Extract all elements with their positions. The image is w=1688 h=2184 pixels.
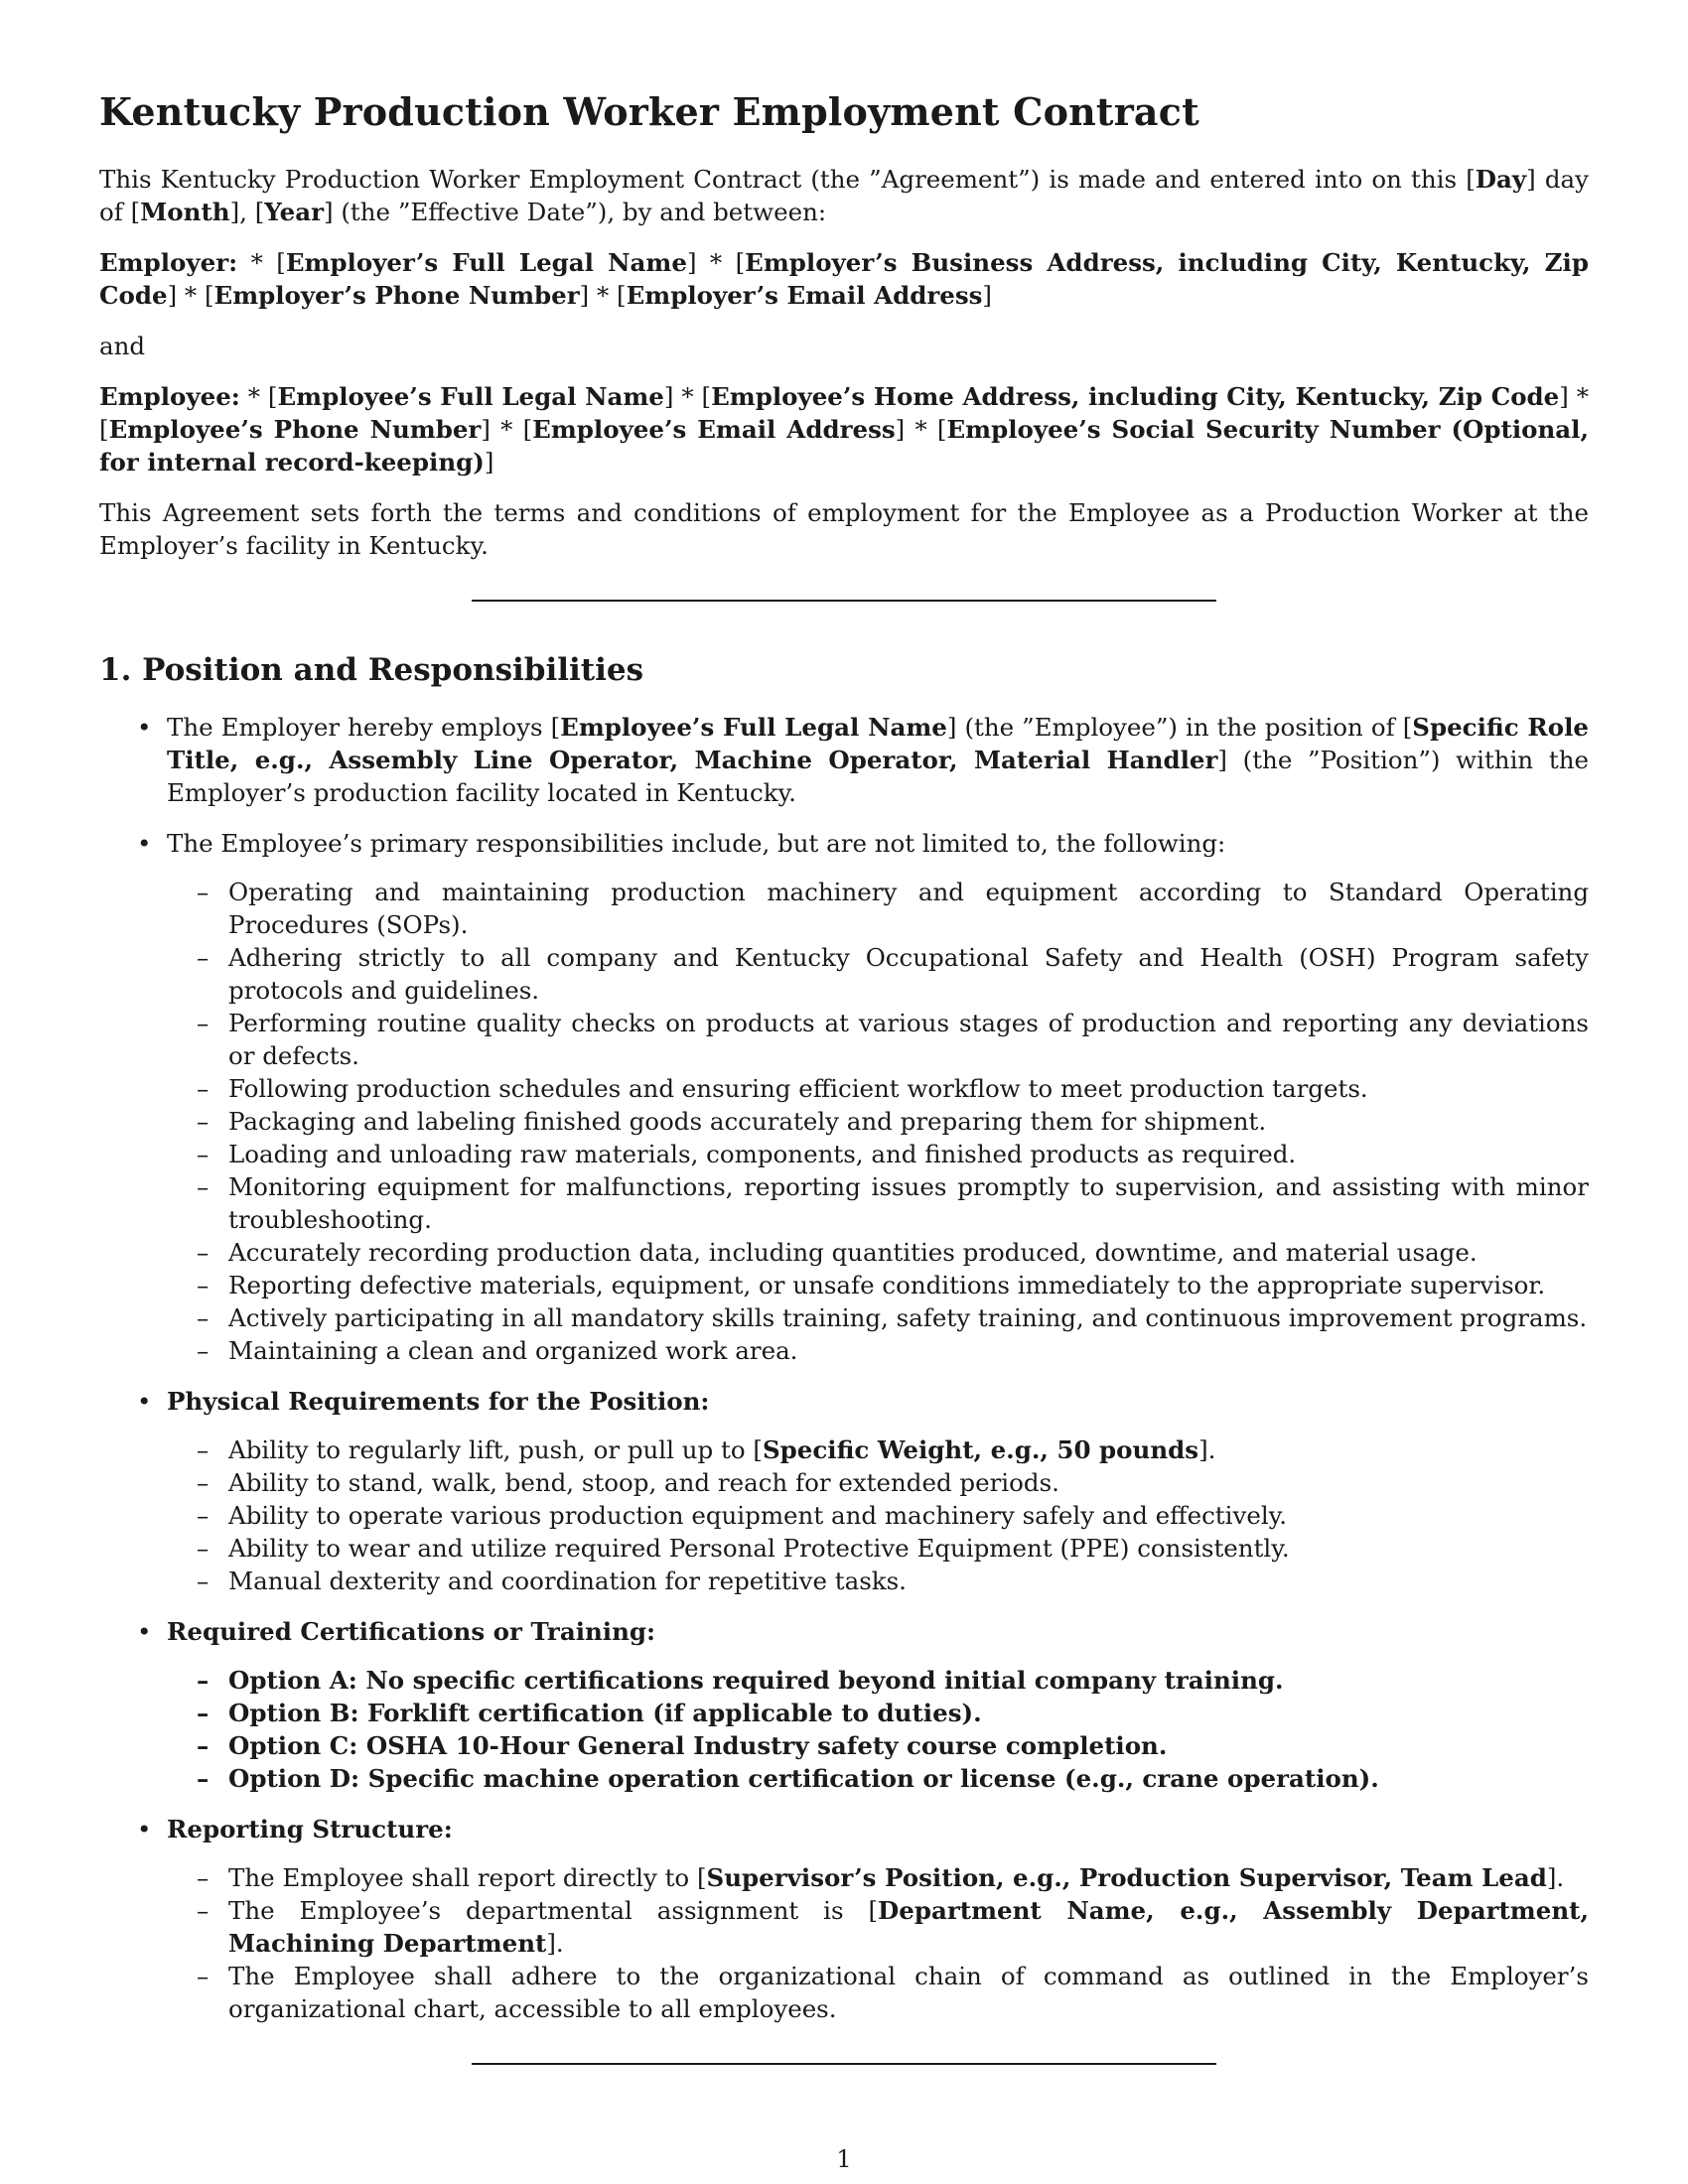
- list-item: • The Employee’s primary responsibilities include, but are not limited to, the following: – Operating and maintaining production machinery and equipment according to Standard Operating Procedures (SOPs). – Adhering strictly to all company and Kentucky Occupational Safety and Health (OSH) Program safety protocols and guidelines. – Performing routine quality checks on products at various stages of production and reporting any deviations or defects. – Following production schedules and ensuring efficient workflow to meet production targets. – Packaging and labeling finished goods accurately and preparing them for shipment. – Loading and unloading raw materials, components, and finished products as required. – Monitoring equipment for malfunctions, reporting issues promptly to supervision, and assisting with minor troubleshooting. – Accurately recording production data, including quantities produced, downtime, and material usage. – Reporting defective materials, equipment, or unsafe conditions immediately to the appropriate supervisor. – Actively participating in all mandatory skills training, safety training, and continuous improvement programs. – Maintaining a clean and organized work area.: [137, 829, 1589, 1365]
- and-text: and: [99, 332, 146, 360]
- list-item: [99, 1385, 1589, 1597]
- weight-placeholder: Specific Weight, e.g., 50 pounds: [762, 1435, 1199, 1464]
- employee-address-placeholder: Employee’s Home Address, including City, Kentucky, Zip Code: [711, 382, 1560, 411]
- page-number: 1: [836, 2145, 852, 2173]
- bullet-icon: •: [137, 1617, 152, 1646]
- employer-block: Employer: * [Employer’s Full Legal Name] * [Employer’s Business Address, including City, Kentucky, Zip Code] * [Employer’s Phone Number] * [Employer’s Email Address]: [99, 248, 1589, 310]
- responsibility-item: – Maintaining a clean and organized work area.: [197, 1336, 798, 1365]
- responsibility-item: – Adhering strictly to all company and Kentucky Occupational Safety and Health (OSH) Program safety protocols and guidelines.: [197, 943, 1589, 1005]
- terms-paragraph: This Agreement sets forth the terms and conditions of employment for the Employee as a Production Worker at the Employer’s facility in Kentucky.: [99, 498, 1589, 560]
- employee-label: Employee:: [99, 382, 240, 411]
- day-placeholder: Day: [1475, 165, 1527, 194]
- responsibility-item: – Packaging and labeling finished goods accurately and preparing them for shipment.: [197, 1107, 1267, 1136]
- physical-requirements-list: [167, 1433, 1589, 1597]
- certification-option: – Option A: No specific certifications required beyond initial company training.: [197, 1666, 1284, 1695]
- reporting-item: – The Employee shall adhere to the organizational chain of command as outlined in the Employer’s organizational chart, accessible to all employees.: [197, 1962, 1589, 2023]
- employee-email-placeholder: Employee’s Email Address: [532, 415, 896, 444]
- employer-phone-placeholder: Employer’s Phone Number: [213, 281, 580, 310]
- requirement-item: – Ability to stand, walk, bend, stoop, and reach for extended periods.: [197, 1468, 1059, 1497]
- employer-address-placeholder: Employer’s Business Address, including City, Kentucky, Zip Code: [99, 248, 1589, 310]
- year-placeholder: Year: [264, 198, 325, 226]
- requirement-item: – Ability to wear and utilize required Personal Protective Equipment (PPE) consistently.: [197, 1534, 1290, 1563]
- bullet-icon: •: [137, 713, 152, 742]
- bullet-icon: •: [137, 829, 152, 858]
- responsibilities-list: [167, 876, 1589, 1367]
- horizontal-divider: [472, 2063, 1216, 2065]
- document-body: [99, 87, 1589, 2065]
- responsibility-item: – Reporting defective materials, equipment, or unsafe conditions immediately to the appropriate supervisor.: [197, 1271, 1546, 1299]
- bullet-icon: •: [137, 1387, 152, 1416]
- reporting-item: – The Employee’s departmental assignment is [Department Name, e.g., Assembly Department, Machining Department].: [197, 1896, 1589, 1958]
- certifications-list: [167, 1664, 1589, 1795]
- employee-name-placeholder: Employee’s Full Legal Name: [277, 382, 664, 411]
- certification-option: – Option C: OSHA 10-Hour General Industry safety course completion.: [197, 1731, 1168, 1760]
- responsibility-item: – Performing routine quality checks on products at various stages of production and reporting any deviations or defects.: [197, 1009, 1589, 1070]
- department-placeholder: Department Name, e.g., Assembly Department, Machining Department: [228, 1896, 1589, 1958]
- responsibility-item: – Operating and maintaining production machinery and equipment according to Standard Operating Procedures (SOPs).: [197, 878, 1589, 939]
- requirement-item: – Ability to regularly lift, push, or pull up to [Specific Weight, e.g., 50 pounds].: [197, 1435, 1216, 1464]
- month-placeholder: Month: [140, 198, 230, 226]
- responsibility-item: – Accurately recording production data, including quantities produced, downtime, and material usage.: [197, 1238, 1477, 1267]
- certifications-heading: Required Certifications or Training:: [167, 1617, 656, 1646]
- employee-ssn-placeholder: Employee’s Social Security Number (Optional, for internal record-keeping): [99, 415, 1589, 477]
- physical-requirements-heading: Physical Requirements for the Position:: [167, 1387, 710, 1416]
- document-title: Kentucky Production Worker Employment Contract: [99, 89, 1199, 134]
- reporting-list: [167, 1861, 1589, 2025]
- responsibility-item: – Loading and unloading raw materials, components, and finished products as required.: [197, 1140, 1297, 1168]
- employer-label: Employer:: [99, 248, 238, 277]
- requirement-item: – Ability to operate various production equipment and machinery safely and effectively.: [197, 1501, 1288, 1530]
- responsibility-item: – Monitoring equipment for malfunctions, reporting issues promptly to supervision, and assisting with minor troubleshooting.: [197, 1172, 1589, 1234]
- employer-name-placeholder: Employer’s Full Legal Name: [285, 248, 687, 277]
- responsibility-item: – Following production schedules and ensuring efficient workflow to meet production targets.: [197, 1074, 1368, 1103]
- list-item: • The Employer hereby employs [Employee’s Full Legal Name] (the ”Employee”) in the position of [Specific Role Title, e.g., Assembly Line Operator, Machine Operator, Material Handler] (the ”Position”) within the Employer’s production facility located in Kentucky.: [137, 713, 1589, 807]
- bullet-icon: •: [137, 1815, 152, 1843]
- responsibility-item: – Actively participating in all mandatory skills training, safety training, and continuous improvement programs.: [197, 1303, 1588, 1332]
- list-item: [99, 1615, 1589, 1795]
- employer-email-placeholder: Employer’s Email Address: [626, 281, 983, 310]
- list-item: [99, 1813, 1589, 2025]
- reporting-structure-heading: Reporting Structure:: [167, 1815, 453, 1843]
- reporting-item: – The Employee shall report directly to [Supervisor’s Position, e.g., Production Supervisor, Team Lead].: [197, 1863, 1565, 1892]
- requirement-item: – Manual dexterity and coordination for repetitive tasks.: [197, 1567, 907, 1595]
- employee-phone-placeholder: Employee’s Phone Number: [108, 415, 482, 444]
- certification-option: – Option D: Specific machine operation certification or license (e.g., crane operation).: [197, 1764, 1379, 1793]
- horizontal-divider: [472, 600, 1216, 602]
- position-list: [99, 711, 1589, 2025]
- intro-paragraph: This Kentucky Production Worker Employment Contract (the ”Agreement”) is made and entered into on this [Day] day of [Month], [Year] (the ”Effective Date”), by and between:: [99, 165, 1589, 226]
- section-heading: 1. Position and Responsibilities: [99, 652, 644, 688]
- employee-block: Employee: * [Employee’s Full Legal Name] * [Employee’s Home Address, including City, Kentucky, Zip Code] * [Employee’s Phone Number] * [Employee’s Email Address] * [Employee’s Social Security Number (Optional, for internal record-keeping)]: [99, 382, 1589, 477]
- employee-name-placeholder: Employee’s Full Legal Name: [560, 713, 947, 742]
- role-title-placeholder: Specific Role Title, e.g., Assembly Line Operator, Machine Operator, Material Handler: [167, 713, 1589, 774]
- supervisor-placeholder: Supervisor’s Position, e.g., Production Supervisor, Team Lead: [706, 1863, 1547, 1892]
- certification-option: – Option B: Forklift certification (if applicable to duties).: [197, 1699, 982, 1727]
